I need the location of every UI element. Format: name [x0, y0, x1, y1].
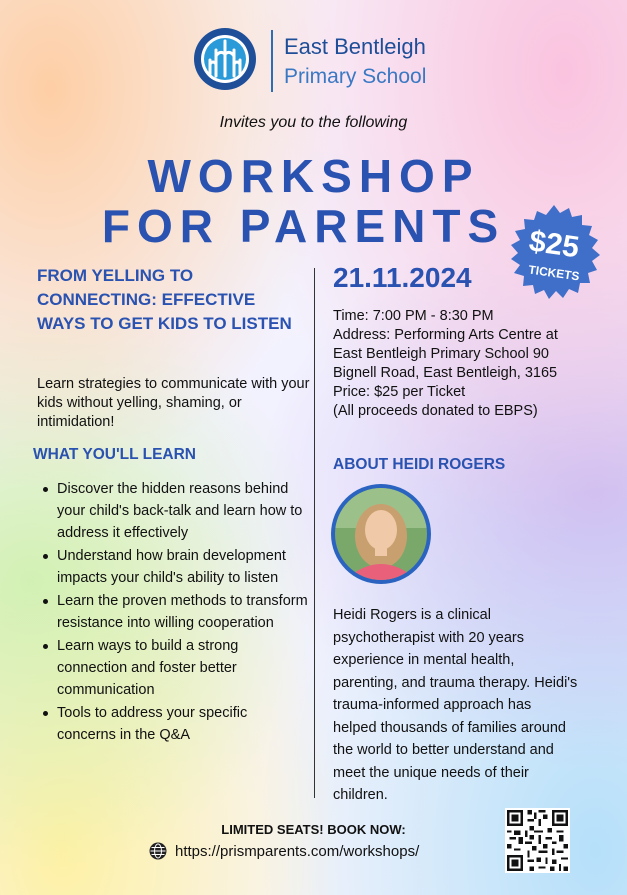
list-item: Discover the hidden reasons behind your child's back-talk and learn how to address it effectively: [40, 478, 308, 544]
event-details: [333, 307, 573, 421]
booking-cta: LIMITED SEATS! BOOK NOW:: [221, 822, 406, 837]
learn-heading: WHAT YOU'LL LEARN: [33, 446, 196, 463]
list-item: Learn the proven methods to transform resistance into willing cooperation: [40, 590, 308, 634]
school-tree-logo-icon: [192, 26, 258, 92]
column-divider: [314, 268, 315, 798]
invite-line: Invites you to the following: [219, 114, 408, 131]
event-address: Address: Performing Arts Centre at East Bentleigh Primary School 90 Bignell Road, East Bentleigh, 3165: [333, 327, 558, 381]
event-date: 21.11.2024: [333, 262, 472, 293]
title-line-1: WORKSHOP: [147, 150, 480, 202]
learn-list: [40, 478, 308, 747]
event-price: Price: $25 per Ticket: [333, 384, 466, 400]
school-subtitle: Primary School: [284, 65, 427, 88]
presenter-photo: [335, 488, 427, 580]
list-item: Understand how brain development impacts your child's ability to listen: [40, 545, 308, 589]
booking-link[interactable]: [149, 842, 419, 860]
booking-url[interactable]: https://prismparents.com/workshops/: [175, 842, 420, 860]
event-proceeds: (All proceeds donated to EBPS): [333, 403, 538, 419]
list-item: Tools to address your specific concerns in the Q&A: [40, 702, 308, 746]
school-name: East Bentleigh: [284, 34, 426, 59]
logo-divider: [271, 30, 273, 92]
badge-label: TICKETS: [527, 262, 581, 284]
presenter-bio: Heidi Rogers is a clinical psychotherapist with 20 years experience in mental health, parenting, and trauma therapy. Heidi's trauma-informed approach has helped thousands of families around the world to better understand and meet the unique needs of their children.: [333, 607, 578, 803]
badge-price: $25: [526, 224, 582, 265]
globe-icon: [149, 842, 167, 860]
title-line-2: FOR PARENTS: [101, 200, 506, 252]
list-item: Learn ways to build a strong connection and foster better communication: [40, 635, 308, 701]
about-heading: ABOUT HEIDI ROGERS: [333, 456, 506, 473]
workshop-intro: Learn strategies to communicate with your kids without yelling, shaming, or intimidation!: [37, 376, 310, 430]
workshop-subtitle: FROM YELLING TO CONNECTING: EFFECTIVE WAYS TO GET KIDS TO LISTEN: [37, 266, 292, 333]
qr-code-icon[interactable]: [505, 808, 570, 873]
event-time: Time: 7:00 PM - 8:30 PM: [333, 308, 494, 324]
